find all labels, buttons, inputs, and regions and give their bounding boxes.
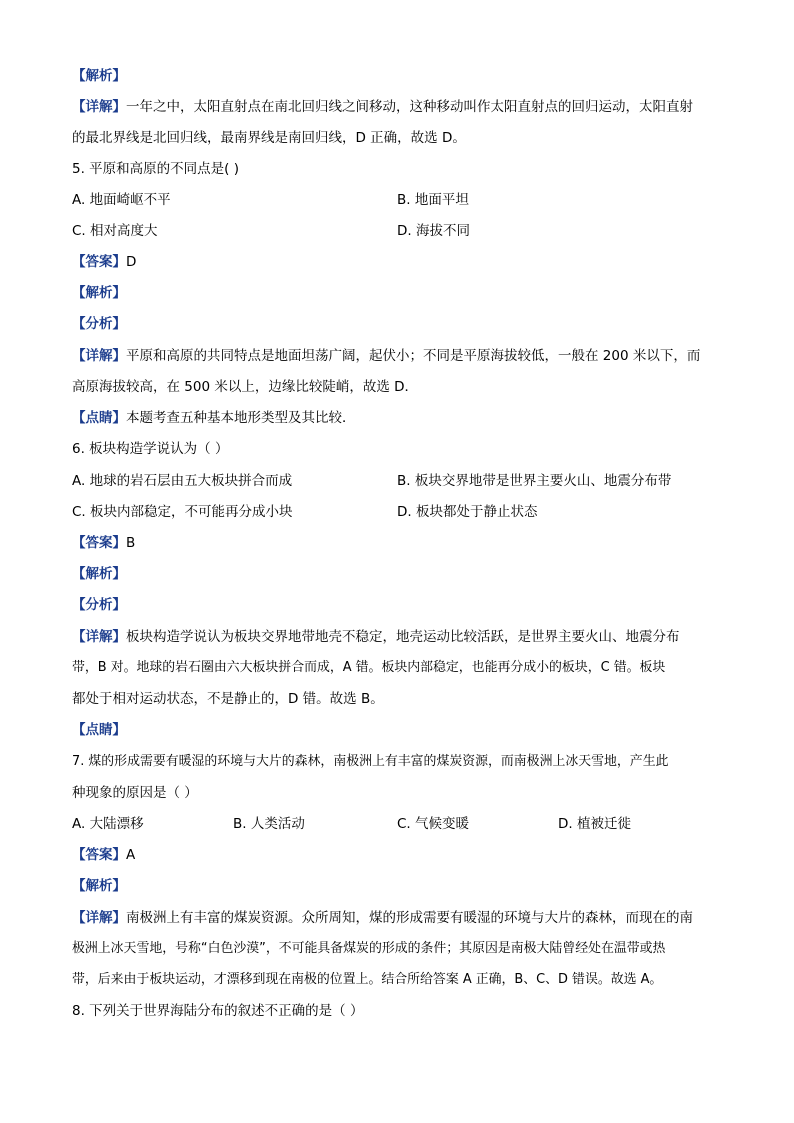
question-8-stem: 8. 下列关于世界海陆分布的叙述不正确的是（ ） xyxy=(72,1003,364,1019)
question-7-stem-line-2: 种现象的原因是（ ） xyxy=(72,785,198,801)
q5-answer: 【答案】D xyxy=(72,254,137,270)
q6-option-a: A. 地球的岩石层由五大板块拼合而成 xyxy=(72,473,293,489)
q5-option-b: B. 地面平坦 xyxy=(397,192,469,208)
q5-option-d: D. 海拔不同 xyxy=(397,223,470,239)
q5-option-c: C. 相对高度大 xyxy=(72,223,158,239)
q7-detail: 【详解】南极洲上有丰富的煤炭资源。众所周知，煤的形成需要有暖湿的环境与大片的森林，而现在的南 xyxy=(72,910,693,926)
q6-analysis-heading: 【解析】 xyxy=(72,566,126,582)
q5-detail: 【详解】平原和高原的共同特点是地面坦荡广阔，起伏小；不同是平原海拔较低，一般在 200 米以下，而 xyxy=(72,348,701,364)
q6-detail: 【详解】板块构造学说认为板块交界地带地壳不稳定，地壳运动比较活跃，是世界主要火山、地震分布 xyxy=(72,629,680,645)
q5-dianjing: 【点睛】本题考查五种基本地形类型及其比较． xyxy=(72,410,356,426)
detail-tag: 【详解】 xyxy=(72,99,126,115)
q7-option-d: D. 植被迁徙 xyxy=(558,816,631,832)
analysis-heading: 【解析】 xyxy=(72,68,126,84)
q5-option-a: A. 地面崎岖不平 xyxy=(72,192,171,208)
q6-fenxi-heading: 【分析】 xyxy=(72,597,126,613)
q6-detail-line-3: 都处于相对运动状态，不是静止的，D 错。故选 B。 xyxy=(72,691,384,707)
q6-dianjing-heading: 【点睛】 xyxy=(72,722,126,738)
detail-line: 的最北界线是北回归线，最南界线是南回归线，D 正确，故选 D。 xyxy=(72,130,466,146)
q6-answer: 【答案】B xyxy=(72,535,136,551)
q7-detail-line-3: 带，后来由于板块运动，才漂移到现在南极的位置上。结合所给答案 A 正确，B、C、D 错误。故选 A。 xyxy=(72,972,663,987)
q7-option-b: B. 人类活动 xyxy=(233,816,305,832)
q7-option-c: C. 气候变暖 xyxy=(397,816,470,832)
q6-detail-line-2: 带，B 对。地球的岩石圈由六大板块拼合而成，A 错。板块内部稳定，也能再分成小的板块，C 错。板块 xyxy=(72,660,666,675)
q6-option-c: C. 板块内部稳定，不可能再分成小块 xyxy=(72,504,293,520)
question-7-stem: 7. 煤的形成需要有暖湿的环境与大片的森林，南极洲上有丰富的煤炭资源，而南极洲上冰天雪地，产生此 xyxy=(72,754,669,769)
q5-fenxi-heading: 【分析】 xyxy=(72,316,126,332)
q6-option-d: D. 板块都处于静止状态 xyxy=(397,504,538,520)
q7-detail-line-2: 极洲上冰天雪地，号称“白色沙漠”，不可能具备煤炭的形成的条件；其原因是南极大陆曾经处在温带或热 xyxy=(72,941,666,956)
q7-analysis-heading: 【解析】 xyxy=(72,878,126,894)
q5-analysis-heading: 【解析】 xyxy=(72,285,126,301)
q7-option-a: A. 大陆漂移 xyxy=(72,816,144,832)
question-5-stem: 5. 平原和高原的不同点是( ) xyxy=(72,161,239,177)
q6-option-b: B. 板块交界地带是世界主要火山、地震分布带 xyxy=(397,473,672,489)
question-6-stem: 6. 板块构造学说认为（ ） xyxy=(72,441,229,457)
q5-detail-line: 高原海拔较高，在 500 米以上，边缘比较陡峭，故选 D． xyxy=(72,379,419,395)
q7-answer: 【答案】A xyxy=(72,847,136,863)
detail-paragraph: 【详解】一年之中，太阳直射点在南北回归线之间移动，这种移动叫作太阳直射点的回归运动，太阳直射 xyxy=(72,99,693,115)
